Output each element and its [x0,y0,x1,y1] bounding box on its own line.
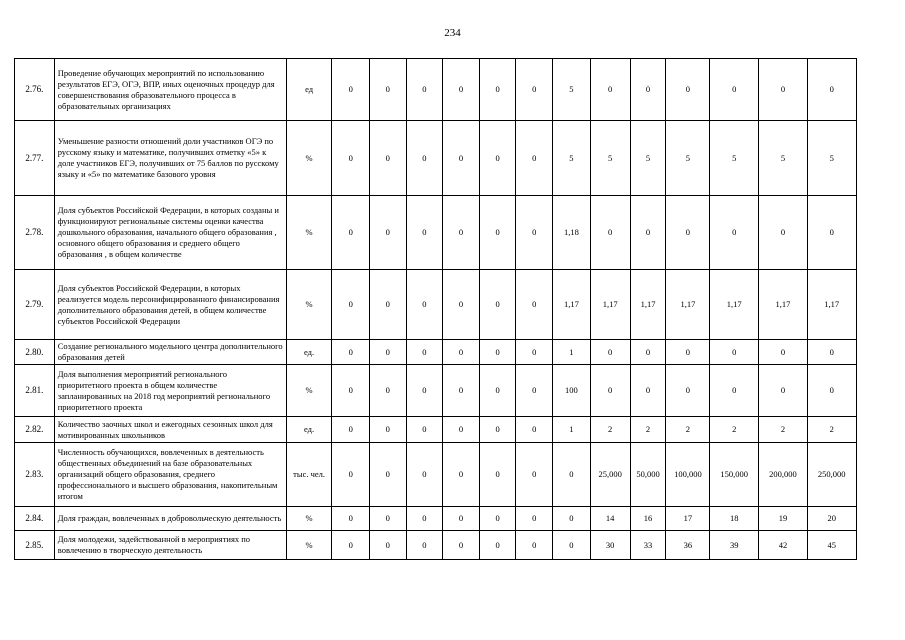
value-cell: 0 [590,340,630,365]
value-cell: 5 [666,121,710,196]
value-cell: 2 [630,417,666,443]
value-cell: 2 [807,417,856,443]
value-cell: 0 [369,270,406,340]
row-number: 2.82. [15,417,55,443]
value-cell: 0 [630,340,666,365]
value-cell: 5 [590,121,630,196]
value-cell: 0 [443,365,480,417]
row-number: 2.79. [15,270,55,340]
indicator-description: Численность обучающихся, вовлеченных в деятельность общественных объединений на базе образовательных организаций общего образования, среднего профессионального и высшего образования, накопительным итогом [54,443,286,507]
value-cell: 17 [666,507,710,531]
indicator-description: Доля выполнения мероприятий регионального приоритетного проекта в общем количестве запланированных на 2018 год мероприятий регионального приоритетного проекта [54,365,286,417]
value-cell: 100,000 [666,443,710,507]
table-row [15,507,905,531]
value-cell: 1,17 [807,270,856,340]
indicator-description: Создание регионального модельного центра дополнительного образования детей [54,340,286,365]
value-cell: 0 [479,531,516,560]
indicators-table [14,58,905,560]
value-cell: 0 [516,417,553,443]
value-cell: 0 [516,443,553,507]
value-cell: 0 [807,59,856,121]
table-row [15,417,905,443]
value-cell: 0 [759,365,808,417]
value-cell: 0 [443,417,480,443]
value-cell: 0 [369,443,406,507]
value-cell: 0 [479,270,516,340]
value-cell: 5 [710,121,759,196]
value-cell: 1 [553,417,591,443]
value-cell: 0 [369,531,406,560]
value-cell: 2 [710,417,759,443]
value-cell: 0 [443,196,480,270]
value-cell: 20 [807,507,856,531]
value-cell: 0 [553,443,591,507]
value-cell: 0 [516,270,553,340]
value-cell: 5 [553,121,591,196]
value-cell: 0 [479,196,516,270]
indicator-description: Доля молодежи, задействованной в мероприятиях по вовлечению в творческую деятельность [54,531,286,560]
unit-cell: % [286,531,332,560]
value-cell: 19 [759,507,808,531]
value-cell: 0 [406,196,443,270]
value-cell: 0 [516,365,553,417]
value-cell: 0 [406,365,443,417]
value-cell: 1,17 [759,270,808,340]
value-cell: 5 [553,59,591,121]
value-cell: 100 [553,365,591,417]
value-cell: 16 [630,507,666,531]
table-row [15,340,905,365]
unit-cell: ед. [286,417,332,443]
value-cell: 1,18 [553,196,591,270]
value-cell: 0 [807,340,856,365]
row-number: 2.81. [15,365,55,417]
value-cell: 0 [516,531,553,560]
value-cell: 0 [479,121,516,196]
value-cell: 250,000 [807,443,856,507]
value-cell: 0 [406,443,443,507]
value-cell: 0 [479,365,516,417]
table-row [15,443,905,507]
value-cell: 0 [332,270,370,340]
value-cell: 0 [443,340,480,365]
value-cell: 50,000 [630,443,666,507]
value-cell: 0 [443,507,480,531]
value-cell: 0 [590,365,630,417]
table-row [15,59,905,121]
table-row [15,270,905,340]
value-cell: 0 [479,340,516,365]
value-cell: 1,17 [630,270,666,340]
value-cell: 0 [516,196,553,270]
value-cell: 45 [807,531,856,560]
value-cell: 1,17 [666,270,710,340]
value-cell: 0 [332,365,370,417]
value-cell: 25,000 [590,443,630,507]
unit-cell: ед. [286,340,332,365]
unit-cell: % [286,507,332,531]
value-cell: 0 [369,507,406,531]
table-row [15,196,905,270]
value-cell: 0 [369,417,406,443]
value-cell: 0 [332,340,370,365]
value-cell: 33 [630,531,666,560]
value-cell: 0 [710,59,759,121]
value-cell: 0 [369,340,406,365]
value-cell: 0 [590,196,630,270]
value-cell: 30 [590,531,630,560]
value-cell: 0 [406,59,443,121]
value-cell: 2 [666,417,710,443]
value-cell: 0 [479,59,516,121]
value-cell: 0 [443,531,480,560]
unit-cell: % [286,196,332,270]
table-row [15,531,905,560]
indicator-description: Доля граждан, вовлеченных в добровольческую деятельность [54,507,286,531]
value-cell: 0 [710,365,759,417]
value-cell: 0 [332,507,370,531]
unit-cell: % [286,270,332,340]
row-number: 2.80. [15,340,55,365]
unit-cell: ед [286,59,332,121]
value-cell: 0 [759,196,808,270]
row-number: 2.77. [15,121,55,196]
indicator-description: Проведение обучающих мероприятий по использованию результатов ЕГЭ, ОГЭ, ВПР, иных оценочных процедур для совершенствования образовательного процесса в образовательных организациях [54,59,286,121]
indicator-description: Количество заочных школ и ежегодных сезонных школ для мотивированных школьников [54,417,286,443]
indicator-description: Доля субъектов Российской Федерации, в которых реализуется модель персонифицированного финансирования дополнительного образования детей, в общем количестве субъектов Российской Федерации [54,270,286,340]
value-cell: 1,17 [590,270,630,340]
value-cell: 0 [666,340,710,365]
row-number: 2.78. [15,196,55,270]
value-cell: 0 [406,507,443,531]
value-cell: 0 [369,365,406,417]
value-cell: 0 [332,531,370,560]
value-cell: 0 [369,59,406,121]
value-cell: 0 [332,59,370,121]
value-cell: 0 [479,443,516,507]
value-cell: 0 [369,196,406,270]
unit-cell: % [286,121,332,196]
value-cell: 0 [332,417,370,443]
value-cell: 0 [369,121,406,196]
value-cell: 0 [406,270,443,340]
page-number: 234 [444,27,461,39]
row-number: 2.84. [15,507,55,531]
value-cell: 0 [807,196,856,270]
value-cell: 5 [807,121,856,196]
row-number: 2.85. [15,531,55,560]
value-cell: 0 [666,365,710,417]
value-cell: 0 [666,59,710,121]
row-number: 2.83. [15,443,55,507]
value-cell: 0 [516,121,553,196]
value-cell: 39 [710,531,759,560]
value-cell: 14 [590,507,630,531]
value-cell: 18 [710,507,759,531]
value-cell: 42 [759,531,808,560]
value-cell: 0 [553,531,591,560]
value-cell: 0 [479,417,516,443]
value-cell: 0 [516,507,553,531]
value-cell: 0 [590,59,630,121]
value-cell: 1,17 [710,270,759,340]
value-cell: 0 [710,196,759,270]
value-cell: 0 [710,340,759,365]
indicator-description: Уменьшение разности отношений доли участников ОГЭ по русскому языку и математике, получивших отметку «5» к доле участников ЕГЭ, получивших от 75 баллов по русскому языку и «5» по математике базового уровня [54,121,286,196]
value-cell: 0 [443,443,480,507]
value-cell: 0 [630,59,666,121]
value-cell: 0 [443,59,480,121]
value-cell: 2 [590,417,630,443]
value-cell: 0 [406,121,443,196]
unit-cell: % [286,365,332,417]
row-number: 2.76. [15,59,55,121]
value-cell: 0 [332,443,370,507]
value-cell: 0 [443,270,480,340]
value-cell: 0 [443,121,480,196]
value-cell: 0 [332,121,370,196]
value-cell: 0 [630,365,666,417]
value-cell: 2 [759,417,808,443]
unit-cell: тыс. чел. [286,443,332,507]
indicator-description: Доля субъектов Российской Федерации, в которых созданы и функционируют региональные системы оценки качества дошкольного образования, начального общего образования , основного общего образования и среднего общего образования , в общем количестве [54,196,286,270]
value-cell: 0 [406,531,443,560]
value-cell: 0 [807,365,856,417]
value-cell: 150,000 [710,443,759,507]
value-cell: 0 [759,59,808,121]
table-row [15,121,905,196]
value-cell: 1,17 [553,270,591,340]
value-cell: 0 [630,196,666,270]
value-cell: 0 [516,340,553,365]
value-cell: 36 [666,531,710,560]
value-cell: 5 [759,121,808,196]
value-cell: 1 [553,340,591,365]
value-cell: 200,000 [759,443,808,507]
table-body [15,59,905,560]
value-cell: 0 [406,340,443,365]
value-cell: 5 [630,121,666,196]
value-cell: 0 [666,196,710,270]
table-row [15,365,905,417]
value-cell: 0 [553,507,591,531]
value-cell: 0 [332,196,370,270]
value-cell: 0 [759,340,808,365]
value-cell: 0 [406,417,443,443]
value-cell: 0 [516,59,553,121]
value-cell: 0 [479,507,516,531]
